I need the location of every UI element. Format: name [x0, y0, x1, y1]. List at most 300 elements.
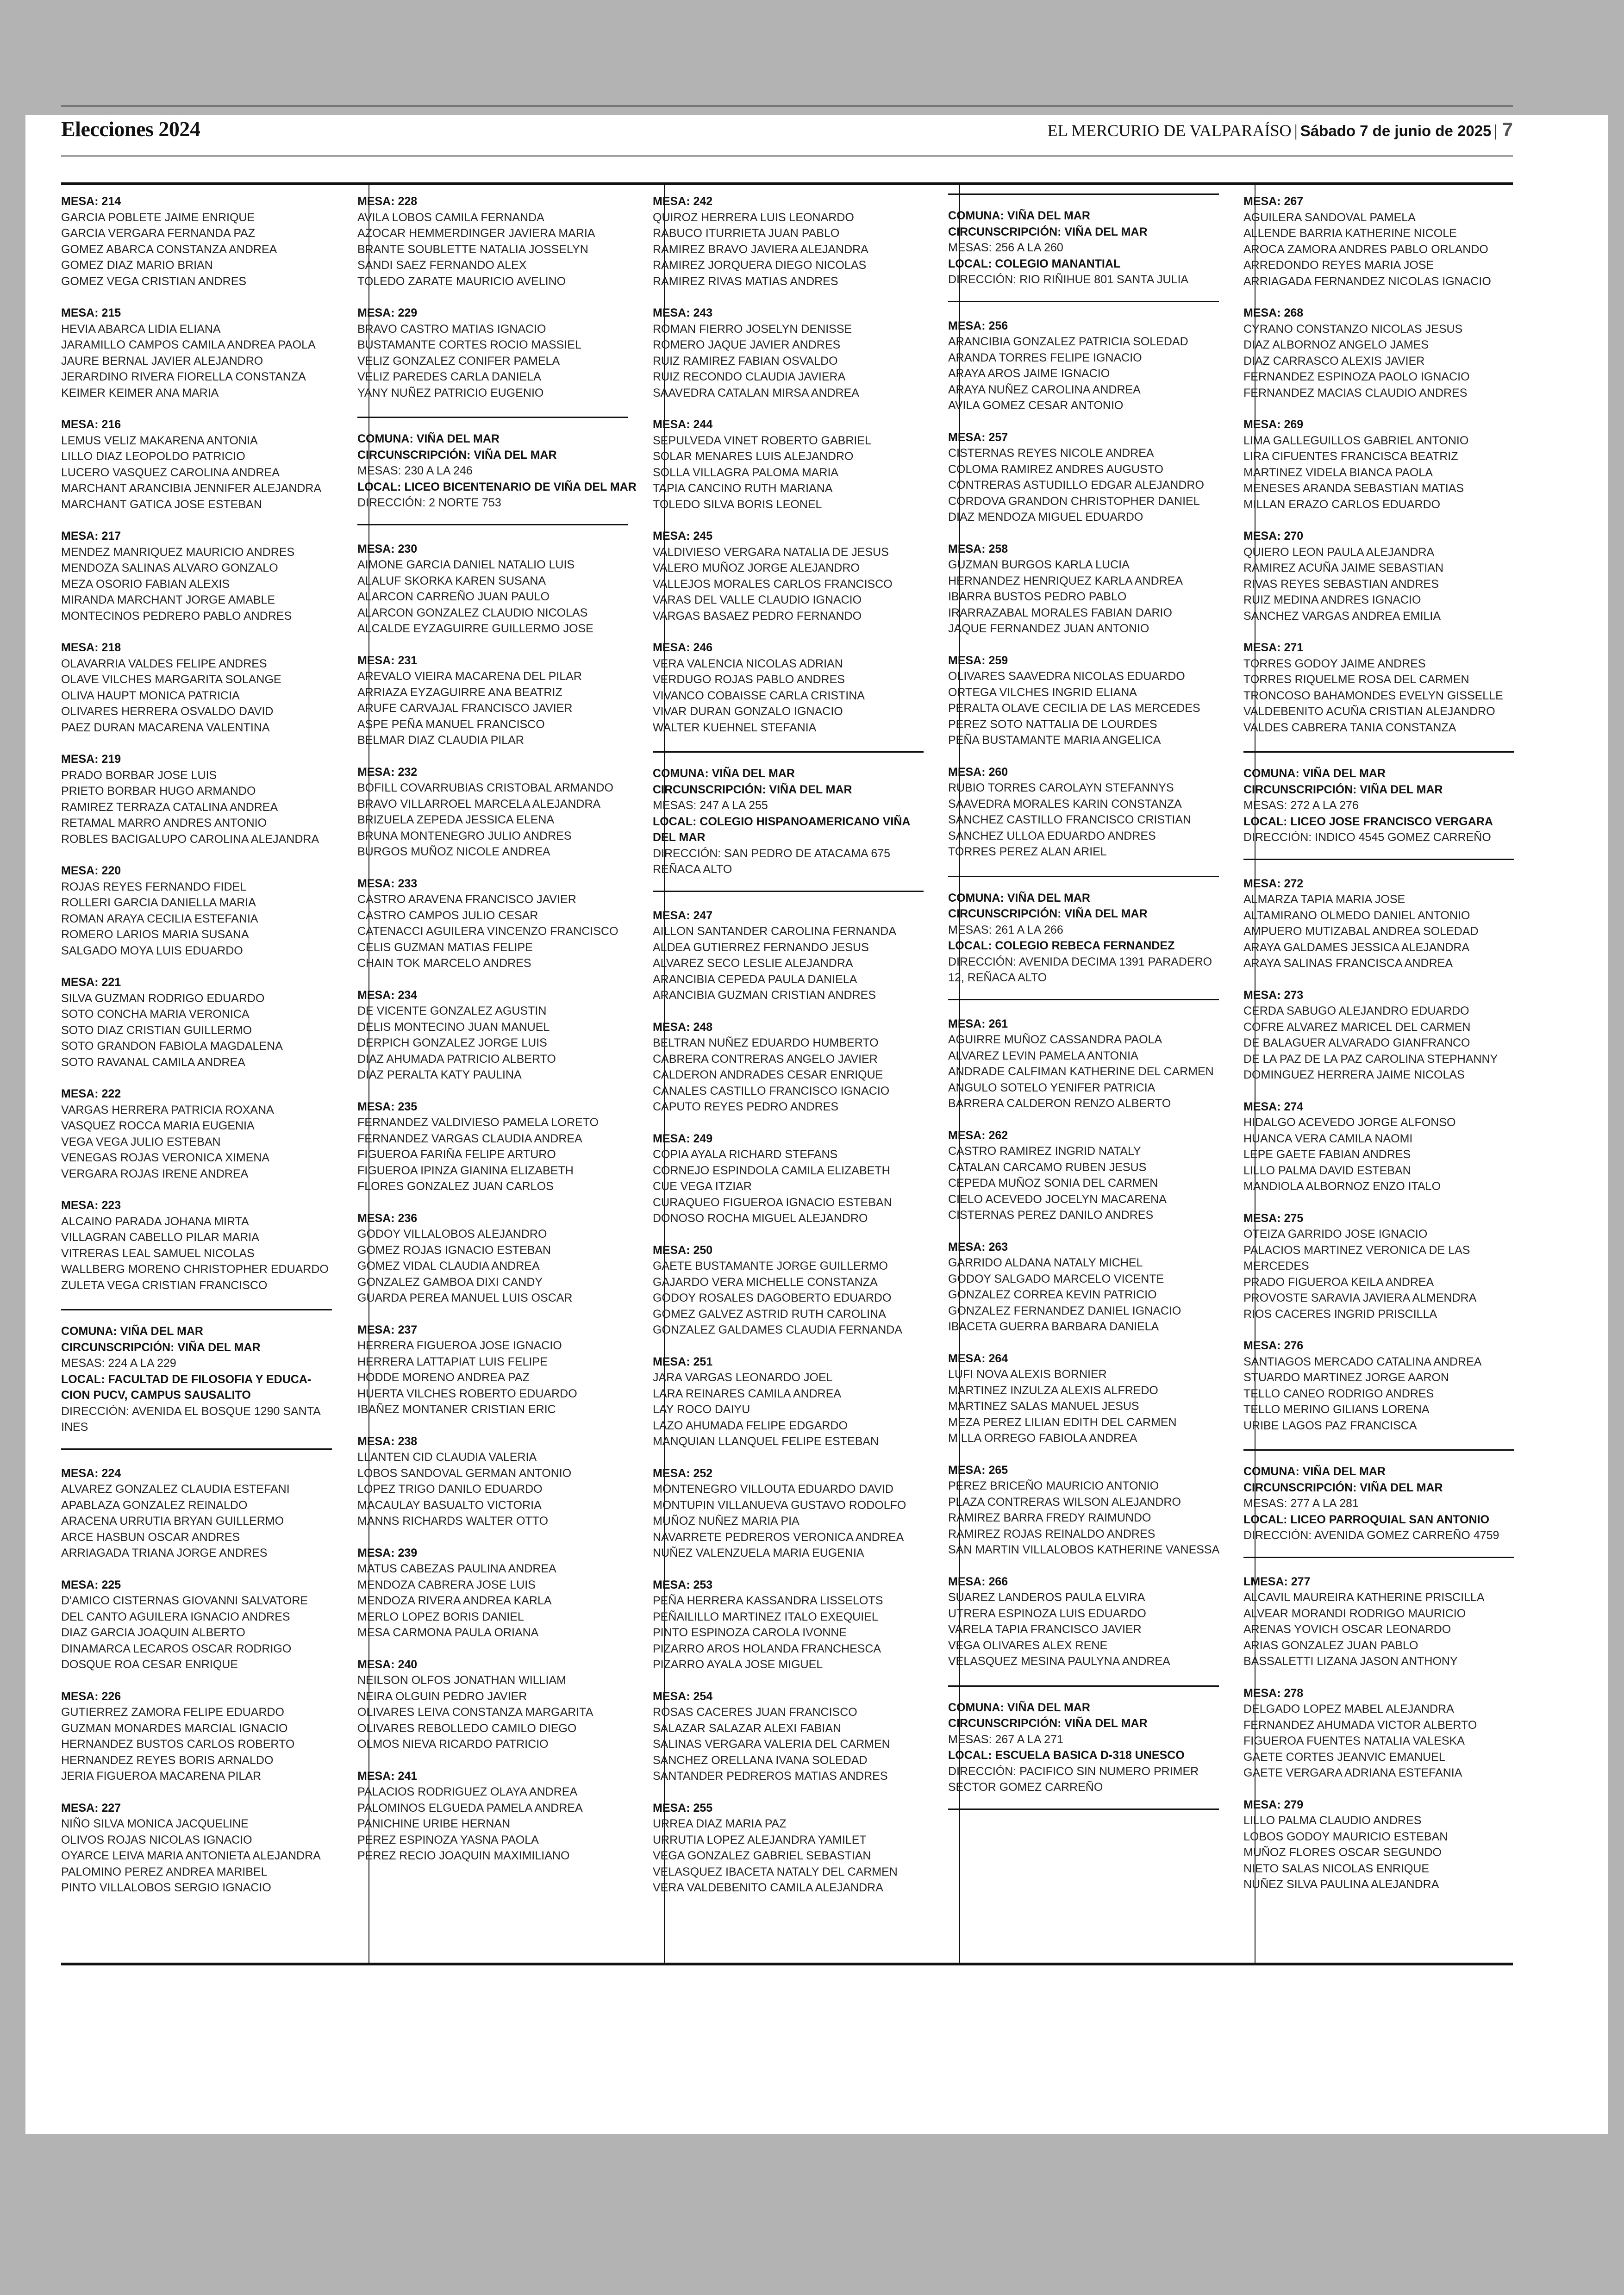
voter-name: VELIZ PAREDES CARLA DANIELA	[357, 370, 541, 383]
divider-line	[948, 1809, 1219, 1810]
mesa-number: MESA: 238	[357, 1434, 418, 1448]
mesa-block	[948, 318, 1228, 414]
voter-name: MERCEDES	[1243, 1260, 1309, 1272]
voter-name: FIGUEROA FARIÑA FELIPE ARTURO	[357, 1148, 556, 1161]
voter-name: MERLO LOPEZ BORIS DANIEL	[357, 1610, 524, 1623]
mesa-block	[1243, 1574, 1524, 1670]
voter-name: FIGUEROA IPINZA GIANINA ELIZABETH	[357, 1164, 574, 1177]
publication-name: EL MERCURIO DE VALPARAÍSO	[1047, 121, 1292, 140]
voter-name: NUÑEZ SILVA PAULINA ALEJANDRA	[1243, 1878, 1439, 1891]
mesa-number: MESA: 225	[61, 1578, 121, 1591]
voter-name: ARAYA NUÑEZ CAROLINA ANDREA	[948, 383, 1141, 396]
voter-name: LILLO PALMA CLAUDIO ANDRES	[1243, 1814, 1422, 1827]
voter-name: SANTIAGOS MERCADO CATALINA ANDREA	[1243, 1355, 1482, 1368]
mesa-number: MESA: 269	[1243, 418, 1304, 431]
mesa-number: MESA: 258	[948, 542, 1008, 555]
mesa-block	[1243, 193, 1524, 289]
mesa-number: MESA: 254	[653, 1690, 713, 1703]
voter-name: SEPULVEDA VINET ROBERTO GABRIEL	[653, 434, 871, 447]
voter-name: GOMEZ VIDAL CLAUDIA ANDREA	[357, 1260, 540, 1272]
voter-name: GODOY VILLALOBOS ALEJANDRO	[357, 1228, 547, 1241]
voter-name: OYARCE LEIVA MARIA ANTONIETA ALEJANDRA	[61, 1849, 321, 1862]
voter-name: SILVA GUZMAN RODRIGO EDUARDO	[61, 992, 265, 1005]
mesa-number: MESA: 262	[948, 1129, 1008, 1142]
voter-name: BASSALETTI LIZANA JASON ANTHONY	[1243, 1655, 1458, 1668]
voter-name: LOBOS GODOY MAURICIO ESTEBAN	[1243, 1830, 1448, 1843]
voter-name: LILLO DIAZ LEOPOLDO PATRICIO	[61, 450, 245, 463]
voter-name: DE VICENTE GONZALEZ AGUSTIN	[357, 1004, 547, 1017]
polling-location-info	[653, 751, 933, 892]
mesa-block	[653, 908, 933, 1004]
address: REÑACA ALTO	[653, 863, 732, 876]
voter-name: VERA VALDEBENITO CAMILA ALEJANDRA	[653, 1881, 883, 1894]
voter-name: HIDALGO ACEVEDO JORGE ALFONSO	[1243, 1116, 1456, 1129]
voter-name: BELMAR DIAZ CLAUDIA PILAR	[357, 734, 524, 747]
voter-name: HERNANDEZ REYES BORIS ARNALDO	[61, 1753, 274, 1767]
voter-name: ALCAINO PARADA JOHANA MIRTA	[61, 1215, 249, 1228]
voter-name: ALLENDE BARRIA KATHERINE NICOLE	[1243, 227, 1457, 240]
voter-name: RUIZ RECONDO CLAUDIA JAVIERA	[653, 370, 846, 383]
voter-name: CATALAN CARCAMO RUBEN JESUS	[948, 1160, 1147, 1174]
voter-name: FIGUEROA FUENTES NATALIA VALESKA	[1243, 1734, 1465, 1747]
circunscripcion-label: CIRCUNSCRIPCIÓN: VIÑA DEL MAR	[948, 1717, 1148, 1730]
voter-name: FERNANDEZ ESPINOZA PAOLO IGNACIO	[1243, 370, 1470, 383]
voter-name: AMPUERO MUTIZABAL ANDREA SOLEDAD	[1243, 925, 1479, 938]
voter-name: OLMOS NIEVA RICARDO PATRICIO	[357, 1738, 549, 1751]
voter-name: PROVOSTE SARAVIA JAVIERA ALMENDRA	[1243, 1291, 1477, 1304]
voter-name: GOMEZ DIAZ MARIO BRIAN	[61, 259, 213, 272]
voter-name: CIELO ACEVEDO JOCELYN MACARENA	[948, 1192, 1167, 1206]
voter-name: ASPE PEÑA MANUEL FRANCISCO	[357, 717, 545, 731]
mesa-number: MESA: 257	[948, 430, 1008, 444]
voter-name: ZULETA VEGA CRISTIAN FRANCISCO	[61, 1278, 268, 1292]
voter-name: OLIVARES SAAVEDRA NICOLAS EDUARDO	[948, 670, 1185, 683]
circunscripcion-label: CIRCUNSCRIPCIÓN: VIÑA DEL MAR	[1243, 1481, 1443, 1494]
voter-name: PINTO ESPINOZA CAROLA IVONNE	[653, 1626, 847, 1639]
polling-location-info	[61, 1309, 341, 1450]
local-name: LOCAL: LICEO JOSE FRANCISCO VERGARA	[1243, 815, 1493, 828]
voter-name: PEÑA HERRERA KASSANDRA LISSELOTS	[653, 1594, 883, 1607]
circunscripcion-label: CIRCUNSCRIPCIÓN: VIÑA DEL MAR	[653, 783, 852, 796]
voter-name: VENEGAS ROJAS VERONICA XIMENA	[61, 1151, 270, 1164]
voter-name: MATUS CABEZAS PAULINA ANDREA	[357, 1562, 556, 1575]
comuna-label: COMUNA: VIÑA DEL MAR	[61, 1325, 203, 1338]
voter-name: MILLAN ERAZO CARLOS EDUARDO	[1243, 498, 1441, 511]
voter-name: MARTINEZ INZULZA ALEXIS ALFREDO	[948, 1384, 1158, 1397]
voter-name: LILLO PALMA DAVID ESTEBAN	[1243, 1164, 1411, 1177]
voter-name: CISTERNAS REYES NICOLE ANDREA	[948, 447, 1154, 460]
local-name: LOCAL: FACULTAD DE FILOSOFIA Y EDUCA-	[61, 1372, 312, 1386]
voter-name: VARGAS BASAEZ PEDRO FERNANDO	[653, 609, 862, 623]
mesa-number: MESA: 216	[61, 418, 121, 431]
mesa-block	[1243, 876, 1524, 972]
voter-name: DOSQUE ROA CESAR ENRIQUE	[61, 1658, 238, 1671]
voter-name: CURAQUEO FIGUEROA IGNACIO ESTEBAN	[653, 1196, 892, 1209]
voter-name: RAMIREZ JORQUERA DIEGO NICOLAS	[653, 259, 867, 272]
mesa-number: MESA: 243	[653, 306, 713, 319]
voter-name: NAVARRETE PEDREROS VERONICA ANDREA	[653, 1530, 904, 1544]
voter-name: PALACIOS MARTINEZ VERONICA DE LAS	[1243, 1243, 1470, 1257]
voter-name: PEREZ SOTO NATTALIA DE LOURDES	[948, 717, 1157, 731]
voter-name: ALVAREZ GONZALEZ CLAUDIA ESTEFANI	[61, 1483, 290, 1496]
voter-name: GARRIDO ALDANA NATALY MICHEL	[948, 1256, 1143, 1269]
voter-name: TORRES RIQUELME ROSA DEL CARMEN	[1243, 673, 1469, 686]
mesa-number: MESA: 270	[1243, 530, 1304, 543]
voter-name: COFRE ALVAREZ MARICEL DEL CARMEN	[1243, 1020, 1471, 1034]
mesa-number: MESA: 218	[61, 641, 121, 654]
voter-name: ARANCIBIA GONZALEZ PATRICIA SOLEDAD	[948, 335, 1188, 348]
voter-name: CANALES CASTILLO FRANCISCO IGNACIO	[653, 1084, 890, 1098]
voter-name: CABRERA CONTRERAS ANGELO JAVIER	[653, 1052, 878, 1066]
local-name: LOCAL: COLEGIO HISPANOAMERICANO VIÑA	[653, 815, 911, 828]
mesa-block	[1243, 1797, 1524, 1893]
voter-name: CERDA SABUGO ALEJANDRO EDUARDO	[1243, 1004, 1469, 1017]
voter-name: ALVEAR MORANDI RODRIGO MAURICIO	[1243, 1607, 1466, 1620]
voter-name: QUIROZ HERRERA LUIS LEONARDO	[653, 211, 854, 224]
voter-name: ARREDONDO REYES MARIA JOSE	[1243, 259, 1434, 272]
mesa-block	[61, 1577, 341, 1673]
voter-name: VASQUEZ ROCCA MARIA EUGENIA	[61, 1119, 255, 1132]
voter-name: PALOMINOS ELGUEDA PAMELA ANDREA	[357, 1801, 583, 1815]
voter-name: MENDOZA RIVERA ANDREA KARLA	[357, 1594, 552, 1607]
voter-name: HERRERA LATTAPIAT LUIS FELIPE	[357, 1355, 548, 1368]
voter-name: OLIVARES LEIVA CONSTANZA MARGARITA	[357, 1706, 593, 1719]
voter-name: ROMAN FIERRO JOSELYN DENISSE	[653, 322, 852, 336]
voter-name: MARTINEZ SALAS MANUEL JESUS	[948, 1400, 1139, 1413]
mesa-number: MESA: 227	[61, 1801, 121, 1815]
voter-name: TELLO MERINO GILIANS LORENA	[1243, 1403, 1430, 1416]
mesa-number: MESA: 233	[357, 877, 418, 890]
voter-name: IBACETA GUERRA BARBARA DANIELA	[948, 1320, 1159, 1333]
divider-line	[61, 1448, 332, 1450]
voter-name: PEREZ ESPINOZA YASNA PAOLA	[357, 1833, 539, 1846]
voter-name: SUAREZ LANDEROS PAULA ELVIRA	[948, 1591, 1145, 1604]
mesa-block	[653, 640, 933, 736]
divider-line	[948, 999, 1219, 1000]
voter-name: AREVALO VIEIRA MACARENA DEL PILAR	[357, 670, 582, 683]
mesa-block	[653, 528, 933, 624]
circunscripcion-label: CIRCUNSCRIPCIÓN: VIÑA DEL MAR	[61, 1341, 261, 1354]
mesa-number: MESA: 279	[1243, 1798, 1304, 1811]
voter-name: AIMONE GARCIA DANIEL NATALIO LUIS	[357, 558, 575, 571]
voter-name: VALDES CABRERA TANIA CONSTANZA	[1243, 721, 1456, 734]
voter-name: ALMARZA TAPIA MARIA JOSE	[1243, 893, 1405, 906]
voter-name: FERNANDEZ MACIAS CLAUDIO ANDRES	[1243, 386, 1468, 399]
voter-name: BRAVO CASTRO MATIAS IGNACIO	[357, 322, 546, 336]
polling-location-info	[357, 417, 637, 525]
mesa-number: MESA: 249	[653, 1132, 713, 1145]
voter-name: KEIMER KEIMER ANA MARIA	[61, 386, 219, 399]
voter-name: BRIZUELA ZEPEDA JESSICA ELENA	[357, 813, 555, 826]
voter-name: GOMEZ VEGA CRISTIAN ANDRES	[61, 274, 247, 288]
address: DIRECCIÓN: SAN PEDRO DE ATACAMA 675	[653, 847, 891, 860]
voter-name: NEILSON OLFOS JONATHAN WILLIAM	[357, 1674, 567, 1687]
voter-name: PANICHINE URIBE HERNAN	[357, 1817, 511, 1830]
voter-name: ALVAREZ LEVIN PAMELA ANTONIA	[948, 1049, 1138, 1062]
voter-name: STUARDO MARTINEZ JORGE AARON	[1243, 1371, 1449, 1384]
mesa-number: MESA: 273	[1243, 988, 1304, 1002]
voter-name: PRIETO BORBAR HUGO ARMANDO	[61, 785, 256, 798]
mesa-number: MESA: 221	[61, 976, 121, 989]
comuna-label: COMUNA: VIÑA DEL MAR	[1243, 767, 1386, 780]
voter-name: MENDOZA CABRERA JOSE LUIS	[357, 1578, 536, 1591]
mesa-number: MESA: 246	[653, 641, 713, 654]
address: DIRECCIÓN: AVENIDA EL BOSQUE 1290 SANTA	[61, 1404, 321, 1418]
voter-name: ROMERO LARIOS MARIA SUSANA	[61, 928, 249, 941]
voter-name: COPIA AYALA RICHARD STEFANS	[653, 1148, 838, 1161]
voter-name: OLIVA HAUPT MONICA PATRICIA	[61, 689, 240, 702]
mesa-block	[1243, 1338, 1524, 1434]
voter-name: ROJAS REYES FERNANDO FIDEL	[61, 880, 247, 893]
voter-name: BRAVO VILLARROEL MARCELA ALEJANDRA	[357, 797, 601, 811]
voter-name: VARGAS HERRERA PATRICIA ROXANA	[61, 1103, 274, 1116]
voter-name: PLAZA CONTRERAS WILSON ALEJANDRO	[948, 1495, 1181, 1509]
voter-name: DEL CANTO AGUILERA IGNACIO ANDRES	[61, 1610, 290, 1623]
comuna-label: COMUNA: VIÑA DEL MAR	[948, 209, 1090, 222]
voter-name: RETAMAL MARRO ANDRES ANTONIO	[61, 817, 267, 829]
divider-line	[1243, 1557, 1514, 1558]
voter-name: PIZARRO AYALA JOSE MIGUEL	[653, 1658, 823, 1671]
voter-name: ARCE HASBUN OSCAR ANDRES	[61, 1530, 240, 1544]
divider-line	[948, 876, 1219, 877]
voter-name: MANDIOLA ALBORNOZ ENZO ITALO	[1243, 1180, 1441, 1193]
voter-name: RABUCO ITURRIETA JUAN PABLO	[653, 227, 840, 240]
voter-name: HODDE MORENO ANDREA PAZ	[357, 1371, 530, 1384]
voter-name: DIAZ AHUMADA PATRICIO ALBERTO	[357, 1052, 556, 1066]
voter-name: RIVAS REYES SEBASTIAN ANDRES	[1243, 577, 1439, 591]
voter-name: AVILA GOMEZ CESAR ANTONIO	[948, 399, 1124, 412]
voter-name: AGUIRRE MUÑOZ CASSANDRA PAOLA	[948, 1033, 1162, 1046]
voter-name: WALTER KUEHNEL STEFANIA	[653, 721, 817, 734]
voter-name: DIAZ GARCIA JOAQUIN ALBERTO	[61, 1626, 245, 1639]
voter-name: MONTENEGRO VILLOUTA EDUARDO DAVID	[653, 1483, 893, 1496]
mesa-block	[1243, 1210, 1524, 1322]
voter-name: VERGARA ROJAS IRENE ANDREA	[61, 1167, 249, 1180]
voter-name: BARRERA CALDERON RENZO ALBERTO	[948, 1097, 1171, 1110]
mesa-number: MESA: 228	[357, 195, 418, 208]
voter-name: GAETE VERGARA ADRIANA ESTEFANIA	[1243, 1766, 1462, 1779]
mesa-block	[653, 1019, 933, 1115]
voter-name: JARAMILLO CAMPOS CAMILA ANDREA PAOLA	[61, 338, 316, 351]
voter-name: AILLON SANTANDER CAROLINA FERNANDA	[653, 925, 897, 938]
voter-name: VERA VALENCIA NICOLAS ADRIAN	[653, 657, 843, 670]
voter-name: HERRERA FIGUEROA JOSE IGNACIO	[357, 1339, 562, 1352]
mesa-block	[357, 1322, 637, 1418]
mesa-block	[61, 640, 341, 736]
voter-name: ARRIAGADA FERNANDEZ NICOLAS IGNACIO	[1243, 274, 1491, 288]
voter-name: DELGADO LOPEZ MABEL ALEJANDRA	[1243, 1703, 1454, 1715]
divider-line	[948, 1685, 1219, 1687]
voter-name: LEMUS VELIZ MAKARENA ANTONIA	[61, 434, 258, 447]
voter-name: CISTERNAS PEREZ DANILO ANDRES	[948, 1209, 1154, 1222]
voter-name: VILLAGRAN CABELLO PILAR MARIA	[61, 1231, 259, 1244]
polling-location-info	[948, 876, 1228, 1000]
voter-name: RAMIREZ BRAVO JAVIERA ALEJANDRA	[653, 243, 868, 256]
local-name: DEL MAR	[653, 831, 706, 844]
voter-name: ROBLES BACIGALUPO CAROLINA ALEJANDRA	[61, 832, 319, 846]
mesa-number: MESA: 261	[948, 1017, 1008, 1030]
mesa-number: MESA: 217	[61, 530, 121, 543]
mesa-block	[357, 1099, 637, 1195]
voter-name: VELASQUEZ MESINA PAULYNA ANDREA	[948, 1655, 1170, 1668]
mesas-range: MESAS: 277 A LA 281	[1243, 1497, 1359, 1510]
voter-name: LLANTEN CID CLAUDIA VALERIA	[357, 1451, 537, 1464]
voter-name: TELLO CANEO RODRIGO ANDRES	[1243, 1387, 1434, 1400]
voter-name: SALGADO MOYA LUIS EDUARDO	[61, 944, 243, 957]
mesa-number: MESA: 247	[653, 909, 713, 922]
voter-name: AZOCAR HEMMERDINGER JAVIERA MARIA	[357, 227, 595, 240]
voter-name: MANNS RICHARDS WALTER OTTO	[357, 1515, 549, 1528]
voter-name: DIAZ PERALTA KATY PAULINA	[357, 1068, 522, 1081]
address: 12, REÑACA ALTO	[948, 971, 1047, 984]
voter-name: CONTRERAS ASTUDILLO EDGAR ALEJANDRO	[948, 479, 1204, 492]
comuna-label: COMUNA: VIÑA DEL MAR	[357, 432, 500, 445]
mesa-block	[653, 1577, 933, 1673]
mesa-number: MESA: 230	[357, 542, 418, 555]
voter-name: VALERO MUÑOZ JORGE ALEJANDRO	[653, 561, 860, 574]
voter-name: VEGA VEGA JULIO ESTEBAN	[61, 1135, 221, 1148]
voter-name: RIOS CACERES INGRID PRISCILLA	[1243, 1307, 1437, 1321]
voter-name: RAMIREZ BARRA FREDY RAIMUNDO	[948, 1511, 1151, 1524]
voter-name: DE BALAGUER ALVARADO GIANFRANCO	[1243, 1036, 1470, 1049]
mesa-block	[61, 1689, 341, 1784]
voter-name: ALARCON GONZALEZ CLAUDIO NICOLAS	[357, 606, 588, 619]
voter-name: FERNANDEZ VARGAS CLAUDIA ANDREA	[357, 1132, 582, 1145]
column-5	[1243, 193, 1524, 1908]
mesa-number: MESA: 248	[653, 1020, 713, 1034]
voter-name: BUSTAMANTE CORTES ROCIO MASSIEL	[357, 338, 581, 351]
voter-name: ARRIAGADA TRIANA JORGE ANDRES	[61, 1547, 268, 1559]
mesa-block	[1243, 305, 1524, 401]
voter-name: PEREZ RECIO JOAQUIN MAXIMILIANO	[357, 1849, 570, 1862]
address: SECTOR GOMEZ CARREÑO	[948, 1781, 1103, 1794]
divider-line	[61, 1309, 332, 1310]
mesa-number: MESA: 235	[357, 1100, 418, 1113]
voter-name: GARCIA VERGARA FERNANDA PAZ	[61, 227, 256, 240]
mesa-number: MESA: 232	[357, 765, 418, 779]
voter-name: PEÑA BUSTAMANTE MARIA ANGELICA	[948, 734, 1161, 747]
voter-name: NEIRA OLGUIN PEDRO JAVIER	[357, 1690, 527, 1703]
mesa-number: MESA: 259	[948, 654, 1008, 667]
voter-name: ARAYA SALINAS FRANCISCA ANDREA	[1243, 957, 1453, 970]
voter-name: OLIVARES HERRERA OSVALDO DAVID	[61, 705, 274, 718]
voter-name: ARIAS GONZALEZ JUAN PABLO	[1243, 1639, 1418, 1652]
voter-name: CALDERON ANDRADES CESAR ENRIQUE	[653, 1068, 883, 1081]
voter-name: SANCHEZ CASTILLO FRANCISCO CRISTIAN	[948, 813, 1192, 826]
local-name: LOCAL: LICEO BICENTENARIO DE VIÑA DEL MAR	[357, 480, 637, 493]
voter-name: SOTO DIAZ CRISTIAN GUILLERMO	[61, 1023, 252, 1037]
mesa-number: MESA: 239	[357, 1546, 418, 1559]
voter-name: AGUILERA SANDOVAL PAMELA	[1243, 211, 1416, 224]
voter-name: HERNANDEZ HENRIQUEZ KARLA ANDREA	[948, 574, 1183, 587]
local-name: LOCAL: LICEO PARROQUIAL SAN ANTONIO	[1243, 1513, 1490, 1526]
mesa-number: MESA: 231	[357, 654, 418, 667]
voter-name: RAMIREZ RIVAS MATIAS ANDRES	[653, 274, 838, 288]
voter-name: YANY NUÑEZ PATRICIO EUGENIO	[357, 386, 544, 399]
voter-name: SOLAR MENARES LUIS ALEJANDRO	[653, 450, 854, 463]
voter-name: VEGA GONZALEZ GABRIEL SEBASTIAN	[653, 1849, 871, 1862]
circunscripcion-label: CIRCUNSCRIPCIÓN: VIÑA DEL MAR	[948, 225, 1148, 238]
voter-name: MARCHANT GATICA JOSE ESTEBAN	[61, 498, 262, 511]
divider-line	[1243, 859, 1514, 860]
voter-name: ALARCON CARREÑO JUAN PAULO	[357, 590, 550, 603]
voter-name: VIVAR DURAN GONZALO IGNACIO	[653, 705, 843, 718]
mesa-number: MESA: 265	[948, 1463, 1008, 1477]
mesa-number: MESA: 267	[1243, 195, 1304, 208]
voter-name: LUFI NOVA ALEXIS BORNIER	[948, 1368, 1107, 1381]
address: DIRECCIÓN: PACIFICO SIN NUMERO PRIMER	[948, 1765, 1199, 1778]
voter-name: VITRERAS LEAL SAMUEL NICOLAS	[61, 1247, 255, 1260]
mesa-block	[357, 1210, 637, 1306]
voter-name: WALLBERG MORENO CHRISTOPHER EDUARDO	[61, 1263, 329, 1276]
local-name: LOCAL: COLEGIO REBECA FERNANDEZ	[948, 939, 1175, 952]
voter-name: GUARDA PEREA MANUEL LUIS OSCAR	[357, 1291, 573, 1304]
mesa-number: MESA: 250	[653, 1243, 713, 1257]
voter-name: SANTANDER PEDREROS MATIAS ANDRES	[653, 1770, 888, 1783]
voter-name: MILLA ORREGO FABIOLA ANDREA	[948, 1432, 1137, 1445]
voter-name: GONZALEZ GAMBOA DIXI CANDY	[357, 1275, 543, 1289]
voter-name: LOBOS SANDOVAL GERMAN ANTONIO	[357, 1466, 572, 1480]
mesas-range: MESAS: 267 A LA 271	[948, 1733, 1063, 1746]
voter-name: CEPEDA MUÑOZ SONIA DEL CARMEN	[948, 1177, 1158, 1190]
voter-name: GODOY ROSALES DAGOBERTO EDUARDO	[653, 1291, 892, 1304]
voter-name: MENDEZ MANRIQUEZ MAURICIO ANDRES	[61, 545, 295, 559]
voter-name: IBAÑEZ MONTANER CRISTIAN ERIC	[357, 1403, 556, 1416]
mesa-block	[357, 764, 637, 860]
mesa-block	[357, 541, 637, 637]
address: INES	[61, 1421, 88, 1434]
voter-name: MARTINEZ VIDELA BIANCA PAOLA	[1243, 466, 1433, 479]
voter-name: TOLEDO SILVA BORIS LEONEL	[653, 498, 822, 511]
mesa-block	[1243, 987, 1524, 1083]
voter-name: SALAZAR SALAZAR ALEXI FABIAN	[653, 1721, 842, 1735]
voter-name: OLIVOS ROJAS NICOLAS IGNACIO	[61, 1833, 252, 1846]
voter-name: VARAS DEL VALLE CLAUDIO IGNACIO	[653, 593, 862, 606]
mesa-number: MESA: 251	[653, 1355, 713, 1368]
polling-location-info	[1243, 1449, 1524, 1558]
mesa-block	[948, 1128, 1228, 1223]
voter-name: SOTO CONCHA MARIA VERONICA	[61, 1008, 250, 1021]
voter-name: CATENACCI AGUILERA VINCENZO FRANCISCO	[357, 925, 618, 938]
voter-name: ROSAS CACERES JUAN FRANCISCO	[653, 1706, 857, 1719]
voter-name: MONTUPIN VILLANUEVA GUSTAVO RODOLFO	[653, 1498, 906, 1512]
mesa-block	[948, 1239, 1228, 1335]
mesa-number: MESA: 229	[357, 306, 418, 319]
voter-name: ALVAREZ SECO LESLIE ALEJANDRA	[653, 957, 853, 970]
voter-name: JAQUE FERNANDEZ JUAN ANTONIO	[948, 622, 1149, 635]
mesa-block	[61, 305, 341, 401]
voter-name: APABLAZA GONZALEZ REINALDO	[61, 1498, 248, 1512]
voter-name: PRADO BORBAR JOSE LUIS	[61, 768, 217, 782]
mesa-number: MESA: 234	[357, 988, 418, 1002]
mesa-block	[948, 653, 1228, 748]
voter-name: ALCAVIL MAUREIRA KATHERINE PRISCILLA	[1243, 1591, 1485, 1604]
mesa-block	[948, 1462, 1228, 1558]
mesa-block	[1243, 528, 1524, 624]
voter-name: JARA VARGAS LEONARDO JOEL	[653, 1371, 833, 1384]
voter-name: OLAVARRIA VALDES FELIPE ANDRES	[61, 657, 267, 670]
voter-name: CAPUTO REYES PEDRO ANDRES	[653, 1100, 839, 1113]
voter-name: VERDUGO ROJAS PABLO ANDRES	[653, 673, 845, 686]
voter-name: VALDIVIESO VERGARA NATALIA DE JESUS	[653, 545, 889, 559]
voter-name: GAETE BUSTAMANTE JORGE GUILLERMO	[653, 1260, 888, 1272]
divider-line	[1243, 1449, 1514, 1451]
voter-name: BOFILL COVARRUBIAS CRISTOBAL ARMANDO	[357, 781, 613, 794]
voter-name: CASTRO RAMIREZ INGRID NATALY	[948, 1145, 1141, 1158]
mesa-number: MESA: 272	[1243, 877, 1304, 890]
mesa-block	[357, 1434, 637, 1529]
publication-date: Sábado 7 de junio de 2025	[1300, 122, 1492, 139]
